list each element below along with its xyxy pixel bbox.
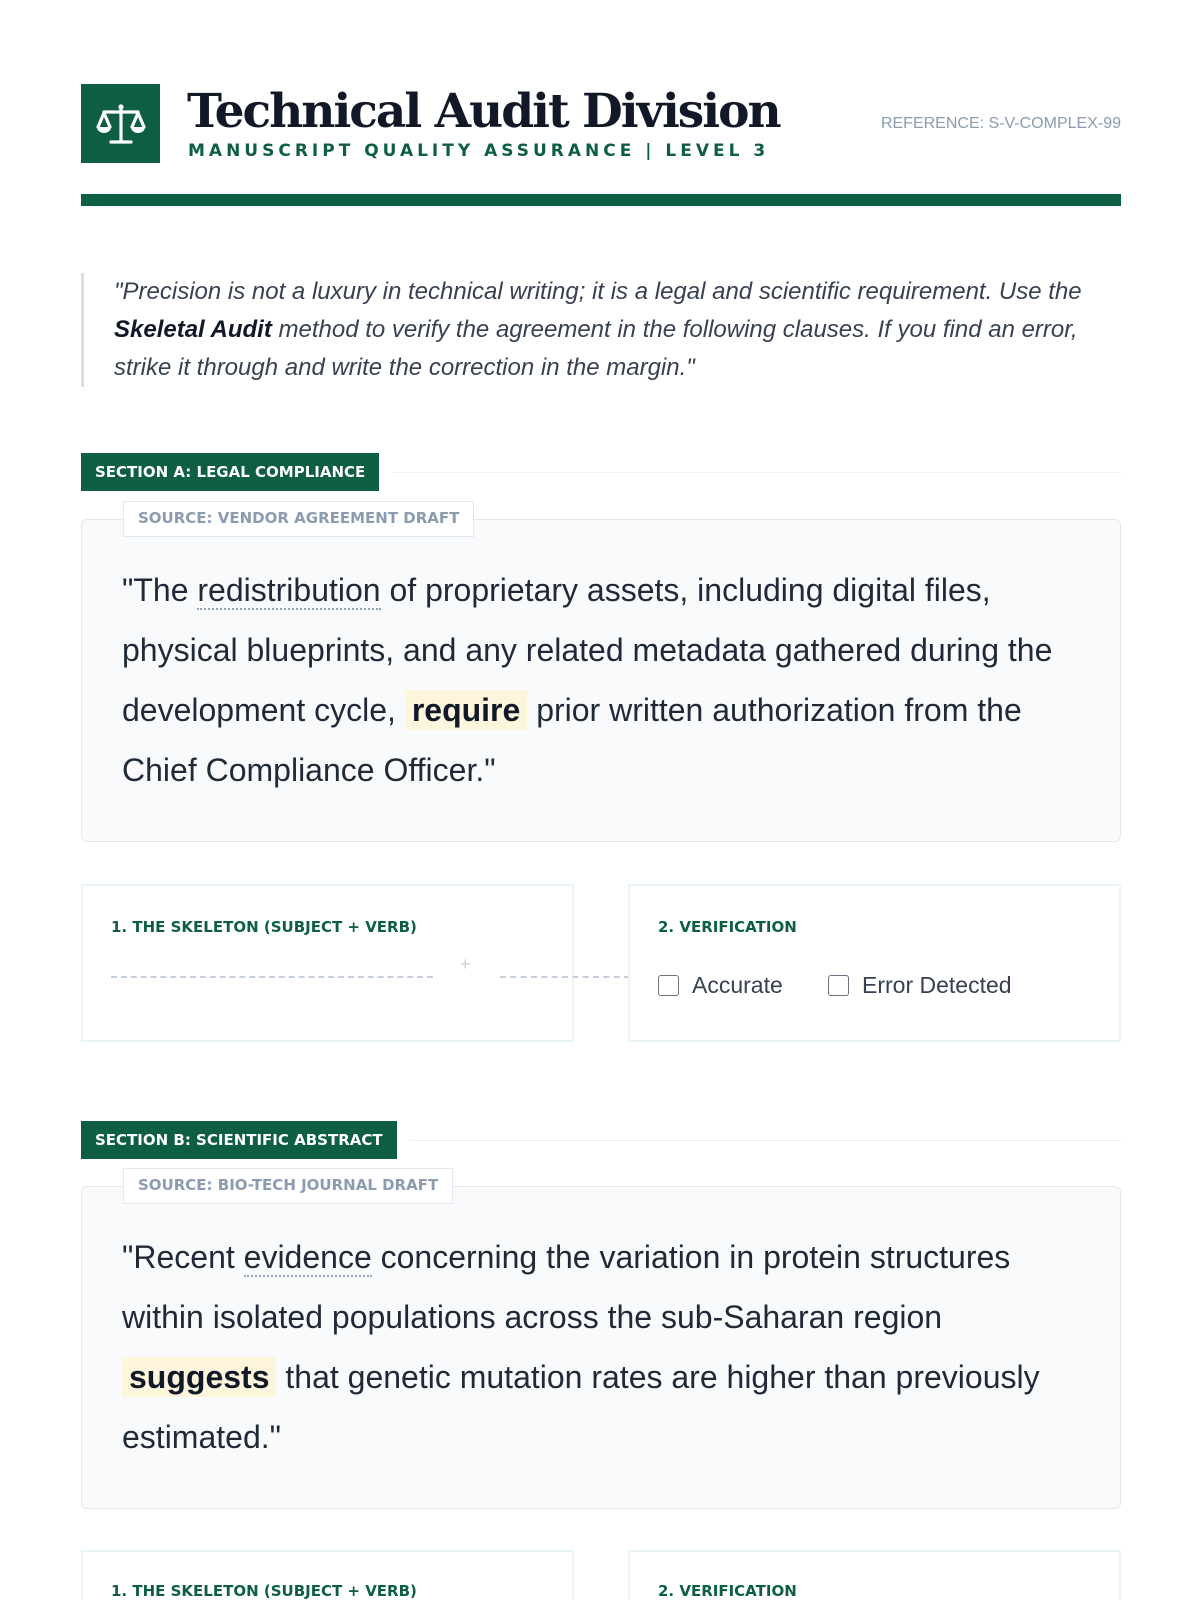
quote-text-end: method to verify the agreement in the following clauses. If you find an error, strike it through and write the correction in the margin."	[114, 316, 1078, 381]
source-tag-a: SOURCE: VENDOR AGREEMENT DRAFT	[123, 501, 474, 537]
clause-middle: concerning the variation in protein structures within isolated populations across the sub-Saharan region	[122, 1239, 1011, 1335]
section-b-tag: SECTION B: SCIENTIFIC ABSTRACT	[81, 1121, 397, 1159]
accurate-label: Accurate	[692, 972, 783, 998]
page-header	[81, 84, 1121, 164]
section-a-rule	[393, 472, 1121, 473]
quote-text: "Precision is not a luxury in technical writing; it is a legal and scientific requirement. Use the	[114, 278, 1082, 305]
scales-icon	[96, 101, 146, 147]
clause-text-b	[122, 1227, 1082, 1467]
verification-panel-a	[628, 884, 1121, 1042]
page-subtitle: MANUSCRIPT QUALITY ASSURANCE | LEVEL 3	[188, 141, 770, 161]
clause-card-a	[81, 519, 1121, 842]
accurate-option[interactable]	[658, 972, 783, 999]
instruction-quote	[81, 273, 1121, 387]
verification-label: 2. VERIFICATION	[658, 1582, 797, 1600]
verb-input[interactable]	[500, 976, 630, 978]
error-label: Error Detected	[862, 972, 1012, 998]
subject-input[interactable]	[111, 976, 433, 978]
error-checkbox[interactable]	[828, 975, 849, 996]
section-a-tag: SECTION A: LEGAL COMPLIANCE	[81, 453, 379, 491]
verification-panel-b	[628, 1550, 1121, 1600]
clause-subject: evidence	[243, 1239, 372, 1275]
clause-open: "Recent	[122, 1239, 244, 1275]
clause-verb: require	[405, 690, 527, 730]
clause-text-a	[122, 560, 1082, 800]
plus-sign: +	[460, 954, 471, 974]
clause-end: prior written authorization from the Chief Compliance Officer."	[122, 692, 1022, 788]
accurate-checkbox[interactable]	[658, 975, 679, 996]
clause-middle: of proprietary assets, including digital files, physical blueprints, and any related metadata gathered during the development cycle,	[122, 572, 1053, 728]
section-b-rule	[410, 1140, 1121, 1141]
header-divider	[81, 194, 1121, 206]
clause-verb: suggests	[122, 1357, 276, 1397]
source-tag-b: SOURCE: BIO-TECH JOURNAL DRAFT	[123, 1168, 453, 1204]
skeleton-panel-a	[81, 884, 574, 1042]
logo	[81, 84, 160, 163]
skeleton-label: 1. THE SKELETON (SUBJECT + VERB)	[111, 918, 417, 936]
verification-label: 2. VERIFICATION	[658, 918, 797, 936]
page-title: Technical Audit Division	[187, 84, 780, 139]
quote-emphasis: Skeletal Audit	[114, 316, 272, 343]
clause-card-b	[81, 1186, 1121, 1509]
clause-end: that genetic mutation rates are higher than previously estimated."	[122, 1359, 1040, 1455]
reference-code: REFERENCE: S-V-COMPLEX-99	[880, 115, 1121, 132]
error-option[interactable]	[828, 972, 1012, 999]
skeleton-panel-b	[81, 1550, 574, 1600]
clause-subject: redistribution	[197, 572, 381, 608]
skeleton-label: 1. THE SKELETON (SUBJECT + VERB)	[111, 1582, 417, 1600]
clause-open: "The	[122, 572, 198, 608]
